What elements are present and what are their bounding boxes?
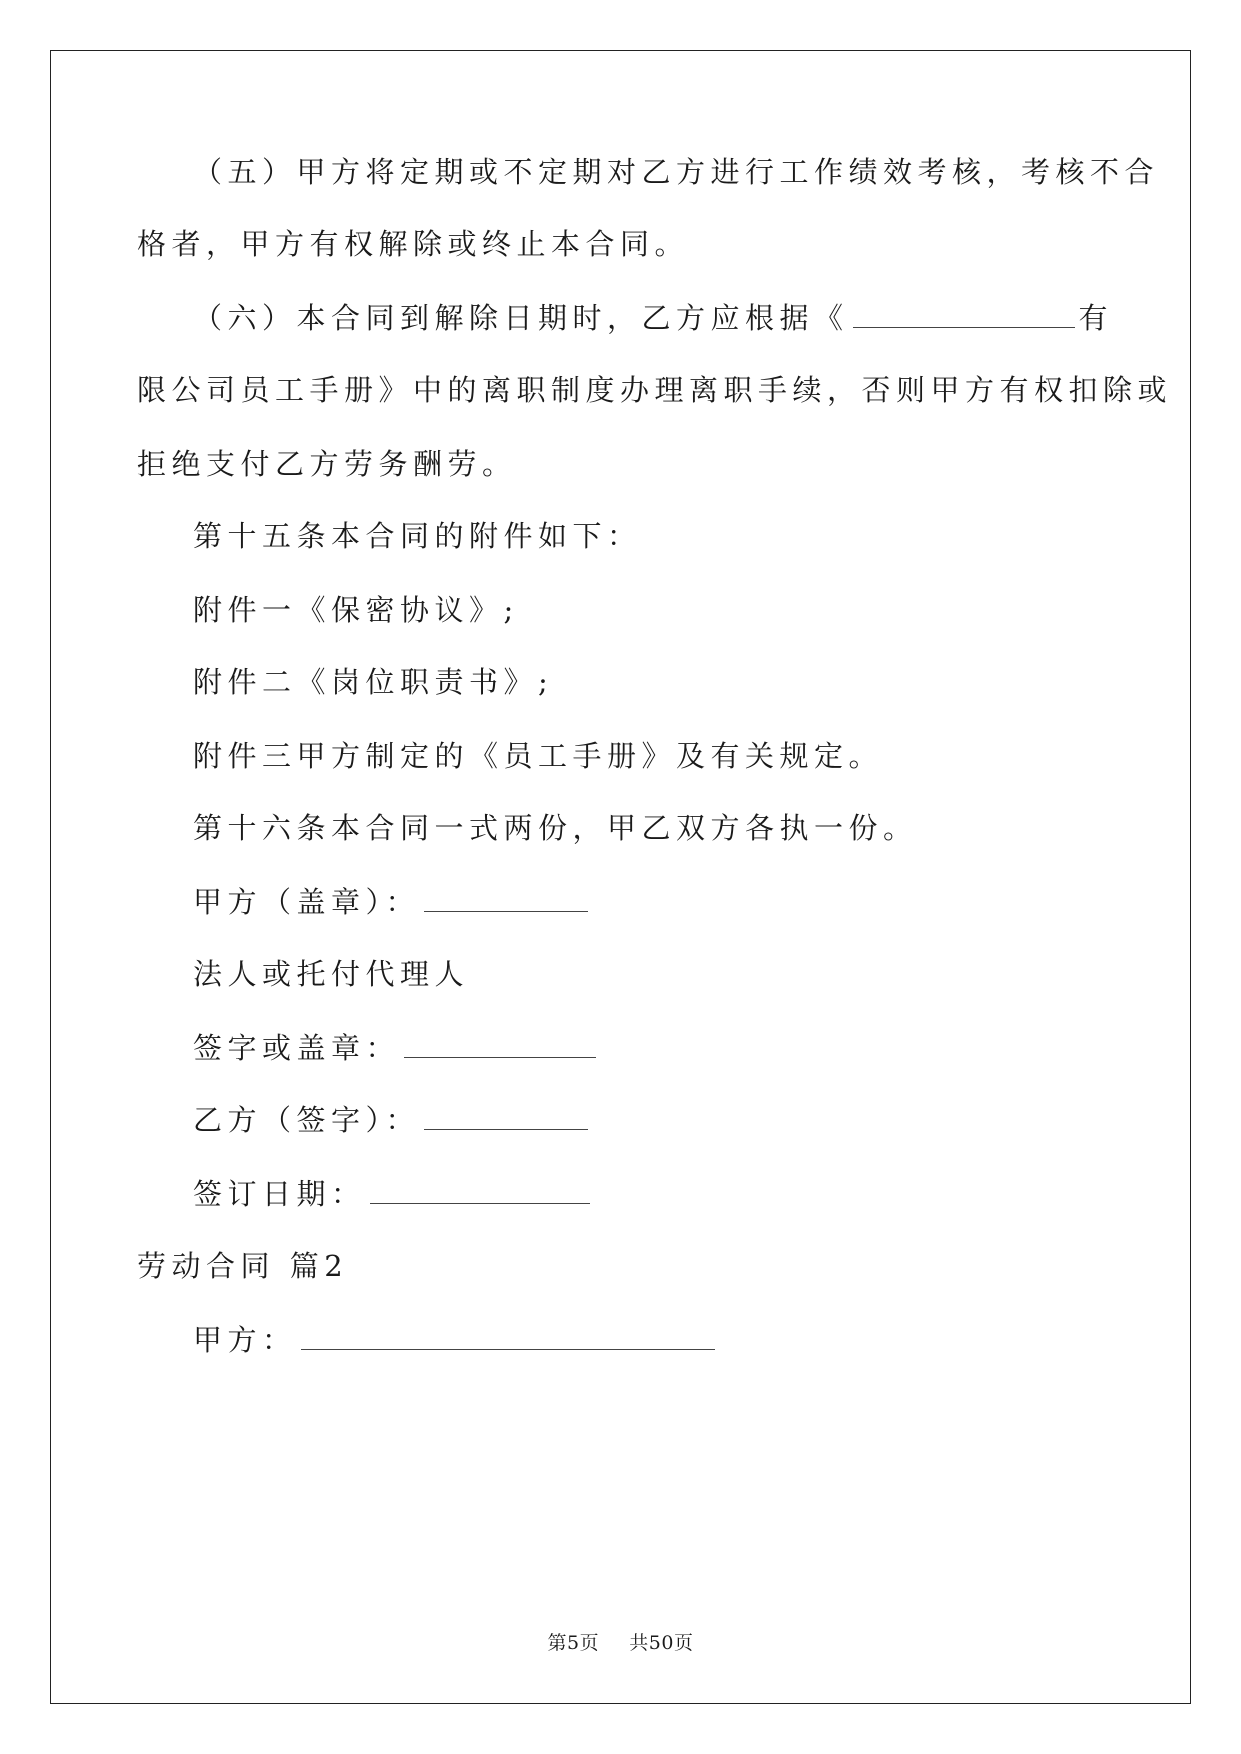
party-a-blank: [301, 1323, 715, 1350]
party-b-sign-blank: [424, 1103, 588, 1130]
clause-6-line-2: 限公司员工手册》中的离职制度办理离职手续，否则甲方有权扣除或: [137, 373, 1173, 407]
article-15: 第十五条本合同的附件如下：: [193, 519, 642, 553]
attachment-3: 附件三甲方制定的《员工手册》及有关规定。: [193, 739, 884, 773]
sign-or-seal-label: 签字或盖章：: [193, 1031, 401, 1065]
sign-date-label: 签订日期：: [193, 1177, 366, 1211]
article-16: 第十六条本合同一式两份，甲乙双方各执一份。: [193, 811, 918, 845]
company-name-blank: [853, 301, 1075, 328]
legal-representative: 法人或托付代理人: [193, 957, 470, 991]
clause-6-text-a: （六）本合同到解除日期时，乙方应根据《: [193, 301, 849, 335]
total-pages: 共50页: [629, 1632, 694, 1654]
page-number: 第5页: [547, 1632, 600, 1654]
party-a-seal-line: [193, 882, 592, 922]
section-title: 劳动合同 篇2: [137, 1249, 349, 1283]
party-a-seal-blank: [424, 885, 588, 912]
sign-or-seal-line: [193, 1028, 600, 1068]
attachment-2: 附件二《岗位职责书》;: [193, 665, 554, 699]
clause-6-text-b: 有: [1078, 301, 1114, 335]
clause-6-line-1: [193, 298, 1113, 338]
clause-5-line-2: 格者，甲方有权解除或终止本合同。: [137, 227, 690, 261]
party-a-seal-label: 甲方（盖章）：: [193, 885, 421, 919]
party-b-sign-line: [193, 1100, 592, 1140]
party-a-label: 甲方：: [193, 1323, 297, 1357]
sign-or-seal-blank: [404, 1031, 596, 1058]
party-a-line: [193, 1320, 719, 1360]
page-footer: [0, 1628, 1241, 1655]
party-b-sign-label: 乙方（签字）：: [193, 1103, 421, 1137]
sign-date-blank: [370, 1177, 590, 1204]
clause-5-line-1: （五）甲方将定期或不定期对乙方进行工作绩效考核，考核不合: [193, 155, 1160, 189]
attachment-1: 附件一《保密协议》;: [193, 593, 519, 627]
clause-6-line-3: 拒绝支付乙方劳务酬劳。: [137, 447, 517, 481]
sign-date-line: [193, 1174, 594, 1214]
